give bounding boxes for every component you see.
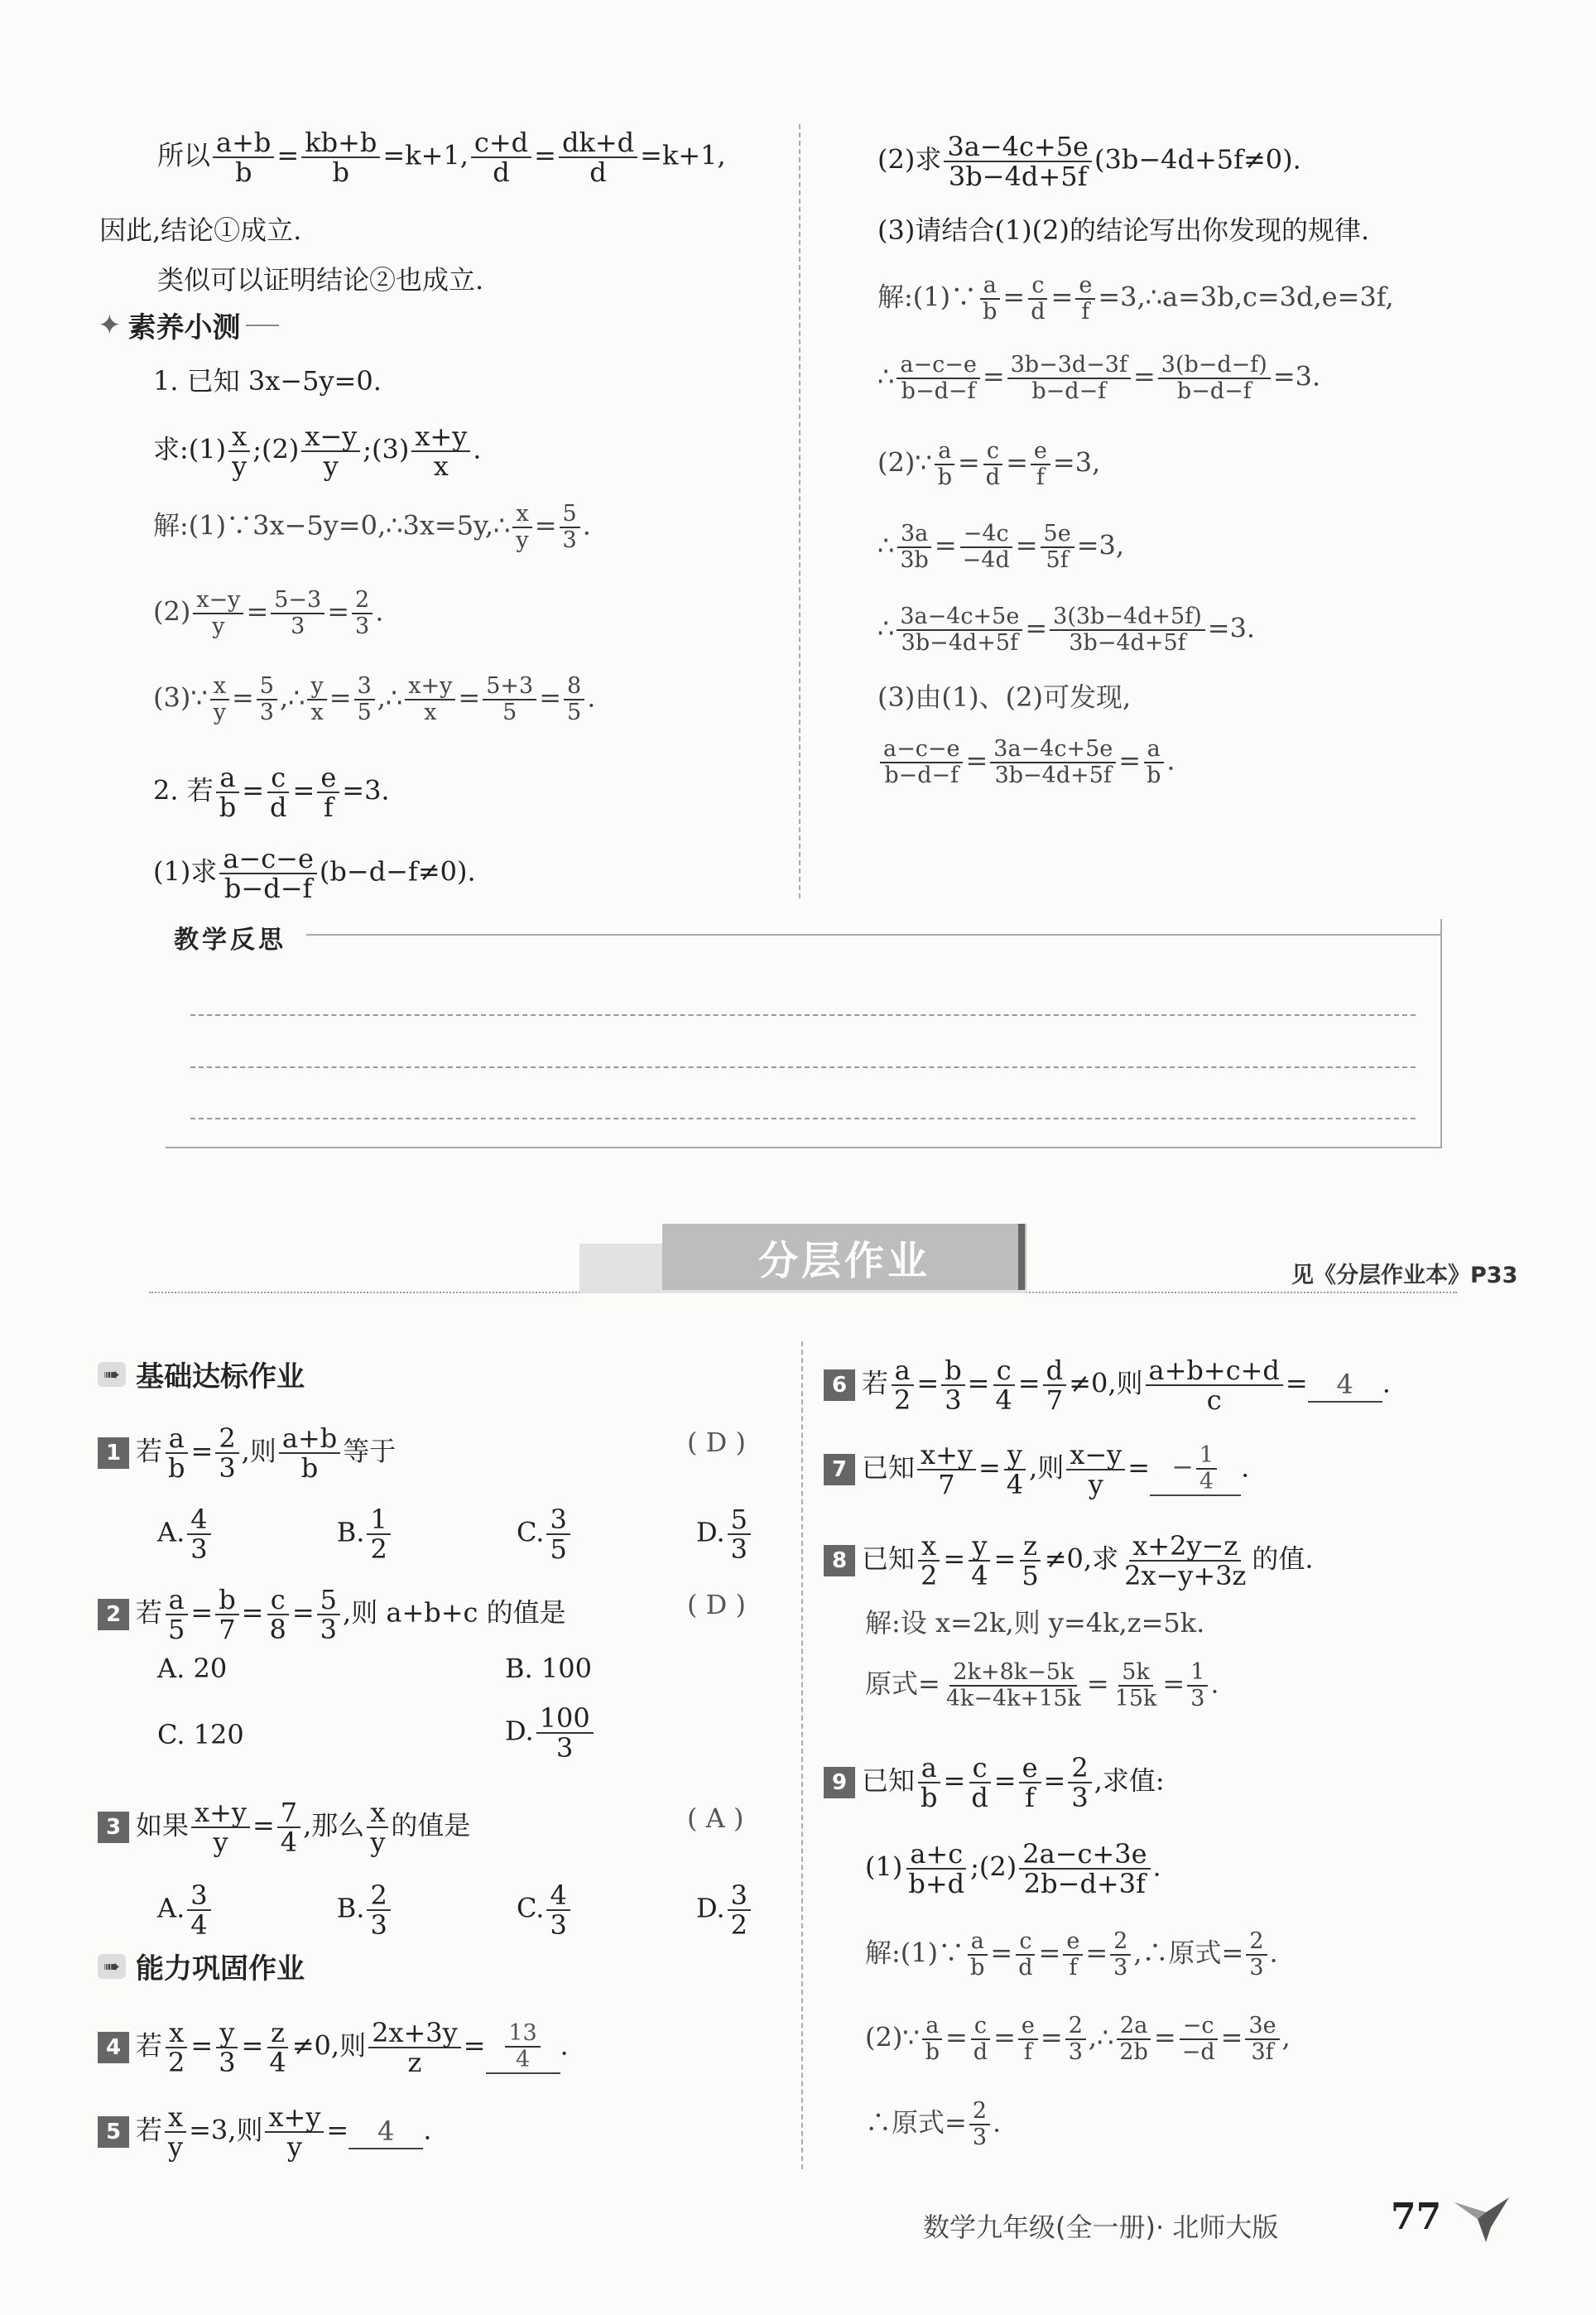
hw-q7: 7 已知 $\frac{x+y}{7}$ = $\frac{y}{4}$ ,则 $\frac{x-y}{y}$ = − $\frac{1}{4}$ . xyxy=(824,1441,1249,1499)
reflection-box xyxy=(166,919,1442,1148)
q2-part-1: (1)求 $\frac{a-c-e}{b-d-f}$ (b−d−f≠0). xyxy=(153,843,476,904)
proof-line-2: 因此,结论①成立. xyxy=(99,214,302,246)
hw-q2-option-b: B. 100 xyxy=(505,1653,592,1684)
q2-part-3: (3)请结合(1)(2)的结论写出你发现的规律. xyxy=(877,214,1370,246)
reflection-top-rule xyxy=(306,934,1440,936)
hw-q8: 8 已知 $\frac{x}{2}$ = $\frac{y}{4}$ = $\frac{z}{5}$ ≠0,求 $\frac{x+2y-z}{2x-y+3z}$ 的值. xyxy=(824,1532,1314,1590)
q2-solution-4: ∴ $\frac{3a}{3b}$ = $\frac{-4c}{-4d}$ = $\frac{5e}{5f}$ =3, xyxy=(877,521,1125,573)
option-d: D. $\frac{5}{3}$ xyxy=(696,1505,753,1563)
option-d: D. $\frac{3}{2}$ xyxy=(696,1881,753,1939)
option-b: B. $\frac{2}{3}$ xyxy=(337,1881,393,1939)
hw-q2-option-a: A. 20 xyxy=(157,1653,228,1684)
q2-stem: 2. 若 $\frac{a}{b}$ = $\frac{c}{d}$ = $\frac{e}{f}$ =3. xyxy=(153,762,390,823)
hw-q3-answer: ( A ) xyxy=(687,1802,744,1834)
hw-q4: 4 若 $\frac{x}{2}$ = $\frac{y}{3}$ = $\frac{z}{4}$ ≠0,则 $\frac{2x+3y}{z}$ = $\frac{13}{4}$ . xyxy=(98,2019,569,2077)
reflection-title: 教学反思 xyxy=(174,926,286,955)
option-b: B. $\frac{1}{2}$ xyxy=(337,1505,393,1563)
hw-q1-options xyxy=(157,1505,753,1563)
hw-q3-options xyxy=(157,1881,753,1939)
q2-solution-1: 解:(1)∵ $\frac{a}{b}$ = $\frac{c}{d}$ = $\frac{e}{f}$ =3,∴a=3b,c=3d,e=3f, xyxy=(877,272,1394,325)
q6-answer-blank[interactable]: 4 xyxy=(1308,1368,1382,1403)
q1-solution-1: 解:(1)∵3x−5y=0,∴3x=5y,∴ $\frac{x}{y}$ = $\frac{5}{3}$ . xyxy=(153,501,591,553)
hw-q2: 2 若 $\frac{a}{5}$ = $\frac{b}{7}$ = $\frac{c}{8}$ = $\frac{5}{3}$ ,则 a+b+c 的值是 xyxy=(98,1586,566,1644)
option-a: A. $\frac{4}{3}$ xyxy=(157,1505,214,1563)
diamond-icon: ✦ xyxy=(98,308,122,342)
hw-q9-solution-3: ∴原式= $\frac{2}{3}$ . xyxy=(865,2098,1002,2150)
book-title: 数学九年级(全一册)· 北师大版 xyxy=(923,2212,1279,2243)
workbook-reference: 见《分层作业本》P33 xyxy=(1291,1263,1518,1288)
ability-section-title: ➠ 能力巩固作业 xyxy=(98,1946,305,1986)
q5-answer-blank[interactable]: 4 xyxy=(349,2115,423,2149)
reflection-line-2[interactable] xyxy=(190,1066,1416,1068)
option-c: C. $\frac{4}{3}$ xyxy=(517,1881,573,1939)
banner xyxy=(662,1224,1026,1290)
banner-title: 分层作业 xyxy=(757,1237,930,1284)
q4-answer-blank[interactable]: $\frac{13}{4}$ xyxy=(486,2021,560,2074)
q1-ask: 求:(1) $\frac{x}{y}$ ;(2) $\frac{x-y}{y}$ ;(3) $\frac{x+y}{x}$ . xyxy=(153,421,482,482)
hw-q9-solution-2: (2)∵ $\frac{a}{b}$ = $\frac{c}{d}$ = $\frac{e}{f}$ = $\frac{2}{3}$ ,∴ $\frac{2a}{2b}$ = $\frac{-c}{-d}$ = $\frac{3e}{3f}$ , xyxy=(865,2013,1291,2065)
hw-q8-solution-2: 原式= $\frac{2k+8k-5k}{4k-4k+15k}$ = $\frac{5k}{15k}$ = $\frac{1}{3}$ . xyxy=(865,1659,1219,1711)
reflection-line-3[interactable] xyxy=(190,1118,1416,1119)
q2-part-2: (2)求 $\frac{3a-4c+5e}{3b-4d+5f}$ (3b−4d+5f≠0). xyxy=(877,131,1301,192)
page-number: 77 xyxy=(1391,2196,1442,2238)
banner-edge xyxy=(1018,1224,1025,1290)
arrow-right-icon: ➠ xyxy=(98,1362,126,1387)
q2-solution-3: (2)∵ $\frac{a}{b}$ = $\frac{c}{d}$ = $\frac{e}{f}$ =3, xyxy=(877,438,1101,490)
hw-q9: 9 已知 $\frac{a}{b}$ = $\frac{c}{d}$ = $\frac{e}{f}$ = $\frac{2}{3}$ ,求值: xyxy=(824,1754,1165,1812)
hw-q2-option-c: C. 120 xyxy=(157,1719,244,1750)
q1-solution-2: (2) $\frac{x-y}{y}$ = $\frac{5-3}{3}$ = $\frac{2}{3}$ . xyxy=(153,587,384,639)
q2-solution-5: ∴ $\frac{3a-4c+5e}{3b-4d+5f}$ = $\frac{3(3b-4d+5f)}{3b-4d+5f}$ =3. xyxy=(877,604,1256,656)
q2-solution-7: $\frac{a-c-e}{b-d-f}$ = $\frac{3a-4c+5e}{3b-4d+5f}$ = $\frac{a}{b}$ . xyxy=(877,737,1175,788)
q2-solution-2: ∴ $\frac{a-c-e}{b-d-f}$ = $\frac{3b-3d-3f}{b-d-f}$ = $\frac{3(b-d-f)}{b-d-f}$ =3. xyxy=(877,352,1321,404)
hw-q3: 3 如果 $\frac{x+y}{y}$ = $\frac{7}{4}$ ,那么 $\frac{x}{y}$ 的值是 xyxy=(98,1798,470,1856)
option-c: C. $\frac{3}{5}$ xyxy=(517,1505,573,1563)
hw-q2-answer: ( D ) xyxy=(687,1589,746,1620)
proof-line-3: 类似可以证明结论②也成立. xyxy=(157,264,484,296)
reflection-line-1[interactable] xyxy=(190,1014,1416,1016)
hw-q8-solution-1: 解:设 x=2k,则 y=4k,z=5k. xyxy=(865,1607,1205,1639)
column-divider-top xyxy=(799,124,800,898)
q2-solution-6: (3)由(1)、(2)可发现, xyxy=(877,681,1132,713)
option-a: A. $\frac{3}{4}$ xyxy=(157,1881,214,1939)
hw-q6: 6 若 $\frac{a}{2}$ = $\frac{b}{3}$ = $\frac{c}{4}$ = $\frac{d}{7}$ ≠0,则 $\frac{a+b+c+d}{c}$ = 4 . xyxy=(824,1356,1391,1414)
hw-q2-option-d: D. $\frac{100}{3}$ xyxy=(505,1704,596,1762)
section-suyang-title: ✦ 素养小测 xyxy=(98,305,279,345)
proof-line-1: 所以 $\frac{a+b}{b}$ = $\frac{kb+b}{b}$ =k+1, $\frac{c+d}{d}$ = $\frac{dk+d}{d}$ =k+1, xyxy=(157,127,726,188)
arrow-right-icon: ➠ xyxy=(98,1954,126,1979)
basic-section-title: ➠ 基础达标作业 xyxy=(98,1354,305,1394)
hw-q9-solution-1: 解:(1)∵ $\frac{a}{b}$ = $\frac{c}{d}$ = $\frac{e}{f}$ = $\frac{2}{3}$ ,∴原式= $\frac{2}{3}$ . xyxy=(865,1928,1278,1981)
q7-answer-blank[interactable]: − $\frac{1}{4}$ xyxy=(1150,1443,1241,1496)
q1-solution-3: (3)∵ $\frac{x}{y}$ = $\frac{5}{3}$ ,∴ $\frac{y}{x}$ = $\frac{3}{5}$ ,∴ $\frac{x+y}{x}$ = $\frac{5+3}{5}$ = $\frac{8}{5}$ . xyxy=(153,673,596,725)
hw-q1: 1 若 $\frac{a}{b}$ = $\frac{2}{3}$ ,则 $\frac{a+b}{b}$ 等于 xyxy=(98,1424,396,1482)
hw-q9-ask: (1) $\frac{a+c}{b+d}$ ;(2) $\frac{2a-c+3e}{2b-d+3f}$ . xyxy=(865,1838,1161,1899)
origami-bird-icon xyxy=(1453,2194,1511,2244)
column-divider-bottom xyxy=(801,1341,803,2169)
hw-q5: 5 若 $\frac{x}{y}$ =3,则 $\frac{x+y}{y}$ = 4 . xyxy=(98,2103,431,2161)
q1-stem: 1. 已知 3x−5y=0. xyxy=(153,365,382,397)
hw-q1-answer: ( D ) xyxy=(687,1427,746,1458)
